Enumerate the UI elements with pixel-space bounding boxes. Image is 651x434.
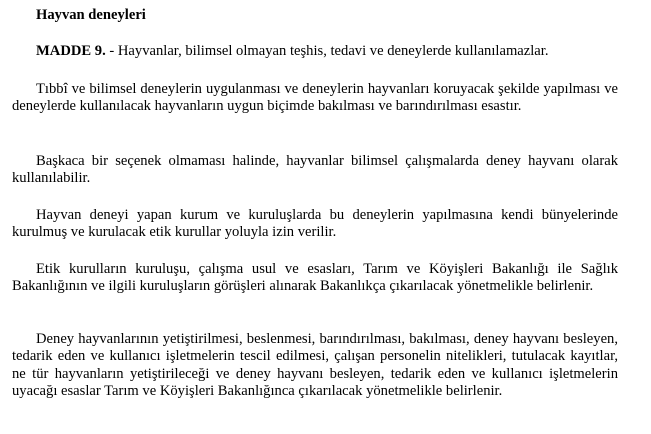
article-paragraph [12,43,618,60]
paragraph-3: Hayvan deneyi yapan kurum ve kuruluşlarda bu deneylerin yapılmasına kendi bünyelerinde kurulmuş ve kurulacak etik kurullar yoluyla izin verilir. [12,207,618,241]
paragraph-2: Başkaca bir seçenek olmaması halinde, hayvanlar bilimsel çalışmalarda deney hayvanı olarak kullanılabilir. [12,153,618,187]
article-label: MADDE 9. [36,43,106,59]
paragraph-4: Etik kurulların kuruluşu, çalışma usul ve esasları, Tarım ve Köyişleri Bakanlığı ile Sağlık Bakanlığının ve ilgili kuruluşların görüşleri alınarak Bakanlıkça çıkarılacak yönetmelikle belirlenir. [12,261,618,295]
paragraph-5: Deney hayvanlarının yetiştirilmesi, beslenmesi, barındırılması, bakılması, deney hayvanı besleyen, tedarik eden ve kullanıcı işletmelerin tescil edilmesi, çalışan personelin nitelikleri, tutulacak kayıtlar, ne tür hayvanların yetiştirileceği ve deney hayvanı besleyen, tedarik eden ve kullanıcı işletmelerin uyacağı esaslar Tarım ve Köyişleri Bakanlığınca çıkarılacak yönetmelikle belirlenir. [12,331,618,400]
section-heading: Hayvan deneyleri [36,7,146,23]
paragraph-1: Tıbbî ve bilimsel deneylerin uygulanması ve deneylerin hayvanları koruyacak şekilde yapılması ve deneylerde kullanılacak hayvanların uygun biçimde bakılması ve barındırılması esastır. [12,81,618,115]
article-text: - Hayvanlar, bilimsel olmayan teşhis, tedavi ve deneylerde kullanılamazlar. [105,43,549,59]
